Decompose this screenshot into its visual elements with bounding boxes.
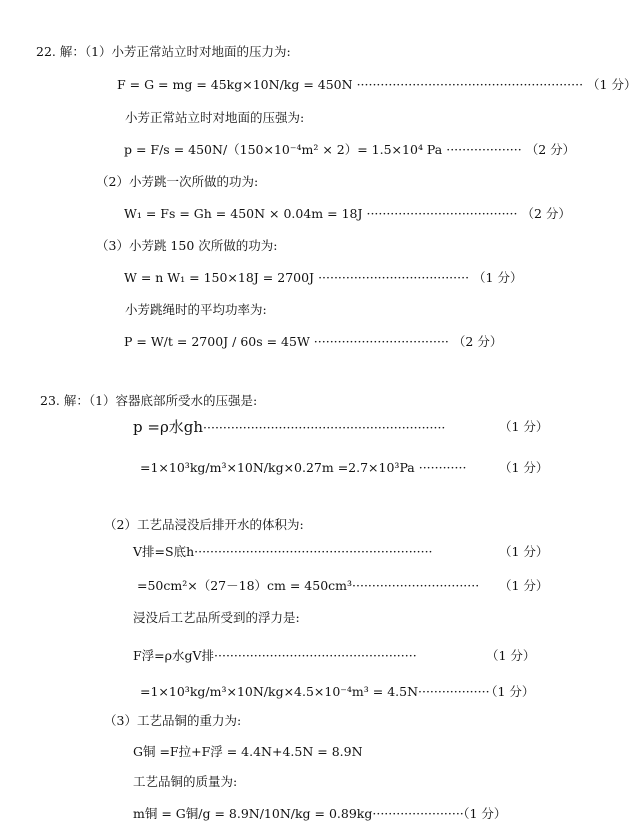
- q23-part2-heading: （2）工艺品浸没后排开水的体积为:: [104, 517, 304, 532]
- q23-volume-value-score: （1 分）: [499, 578, 549, 593]
- q22-force-equation-row: [117, 77, 636, 92]
- q23-copper-weight-equation: G铜 =F拉+F浮 = 4.4N+4.5N = 8.9N: [133, 744, 363, 759]
- q23-buoyancy-formula-row: [133, 648, 417, 663]
- q22-work-once-equation: W₁ = Fs = Gh = 450N × 0.04m = 18J: [124, 206, 363, 221]
- q23-buoyancy-value-row: [140, 684, 490, 699]
- q22-part2-heading: （2）小芳跳一次所做的功为:: [96, 174, 259, 189]
- leader-dots: ··················: [418, 684, 490, 699]
- leader-dots: ·······················: [372, 806, 464, 821]
- q22-pressure-intro: 小芳正常站立时对地面的压强为:: [125, 110, 305, 125]
- q22-work-total-score: （1 分）: [473, 270, 523, 285]
- leader-dots: ···················································: [214, 648, 417, 663]
- q23-volume-formula-row: [133, 544, 433, 559]
- q23-buoyancy-value-score: （1 分）: [485, 684, 535, 699]
- q22-work-total-equation: W = n W₁ = 150×18J = 2700J: [124, 270, 315, 285]
- q23-part3-heading: （3）工艺品铜的重力为:: [104, 713, 242, 728]
- q23-mass-equation: m铜 = G铜/g = 8.9N/10N/kg = 0.89kg: [133, 806, 373, 821]
- leader-dots: ····························································: [194, 544, 433, 559]
- q22-power-equation: P = W/t = 2700J / 60s = 45W: [124, 334, 310, 349]
- q23-volume-value: =50cm²×（27－18）cm = 450cm³: [137, 578, 353, 593]
- q23-pressure-value-row: [140, 460, 466, 475]
- leader-dots: ·····························································: [203, 420, 446, 435]
- q23-pressure-formula-score: （1 分）: [499, 419, 549, 434]
- q22-pressure-equation: p = F/s = 450N/（150×10⁻⁴m² × 2）= 1.5×10⁴ Pa: [124, 142, 443, 157]
- q23-pressure-formula: p =ρ水gh: [133, 418, 204, 436]
- q23-volume-value-row: [137, 578, 479, 593]
- q23-pressure-formula-row: [133, 418, 445, 436]
- q22-pressure-equation-row: [124, 142, 575, 157]
- leader-dots: ······································: [366, 206, 518, 221]
- leader-dots: ···················: [446, 142, 522, 157]
- leader-dots: ·························································: [356, 77, 584, 92]
- q22-power-row: [124, 334, 502, 349]
- leader-dots: ··································: [313, 334, 449, 349]
- q22-pressure-score: （2 分）: [525, 142, 576, 157]
- q22-power-intro: 小芳跳绳时的平均功率为:: [125, 302, 267, 317]
- q22-work-once-score: （2 分）: [521, 206, 571, 221]
- q23-mass-row: [133, 806, 464, 821]
- q23-volume-formula-score: （1 分）: [499, 544, 549, 559]
- leader-dots: ······································: [318, 270, 470, 285]
- q22-force-score: （1 分）: [587, 77, 636, 92]
- q22-work-total-row: [124, 270, 522, 285]
- q23-buoyancy-formula-score: （1 分）: [486, 648, 536, 663]
- q23-buoyancy-value: =1×10³kg/m³×10N/kg×4.5×10⁻⁴m³ = 4.5N: [140, 684, 419, 699]
- q23-buoyancy-intro: 浸没后工艺品所受到的浮力是:: [133, 610, 300, 625]
- leader-dots: ································: [352, 578, 480, 593]
- leader-dots: ············: [418, 460, 467, 475]
- q22-heading: 22. 解：（1）小芳正常站立时对地面的压力为:: [36, 44, 291, 59]
- q23-pressure-value-score: （1 分）: [499, 460, 549, 475]
- q23-volume-formula: V排=S底h: [133, 544, 195, 559]
- q22-part3-heading: （3）小芳跳 150 次所做的功为:: [96, 238, 278, 253]
- q22-force-equation: F = G = mg = 45kg×10N/kg = 450N: [117, 77, 353, 92]
- q23-buoyancy-formula: F浮=ρ水gV排: [133, 648, 215, 663]
- q23-heading: 23. 解：（1）容器底部所受水的压强是:: [40, 393, 258, 408]
- q22-work-once-row: [124, 206, 571, 221]
- q23-mass-score: （1 分）: [457, 806, 507, 821]
- q22-power-score: （2 分）: [452, 334, 503, 349]
- q23-mass-intro: 工艺品铜的质量为:: [133, 774, 238, 789]
- q23-pressure-value: =1×10³kg/m³×10N/kg×0.27m =2.7×10³Pa: [140, 460, 415, 475]
